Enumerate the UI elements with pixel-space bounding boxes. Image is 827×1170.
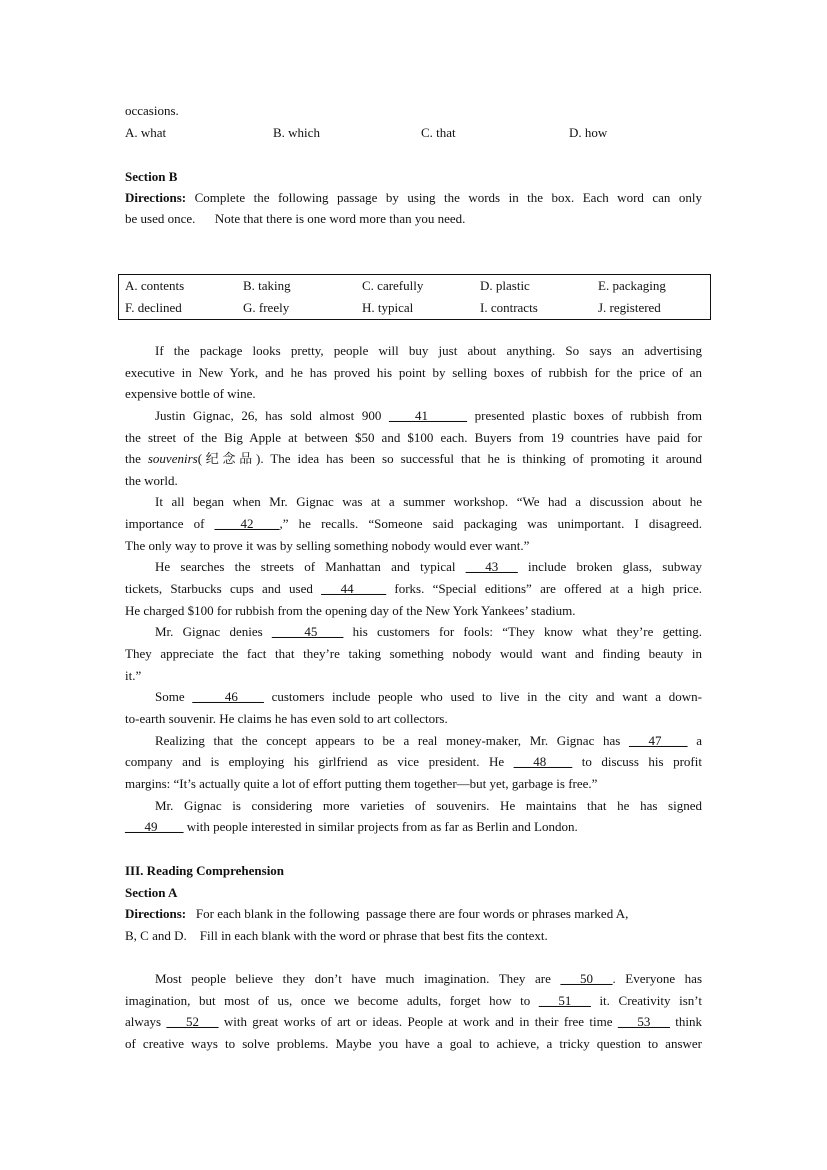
text-run: customers include people who used to live in the city and want a down- <box>263 689 702 704</box>
word-box-item: H. typical <box>362 300 414 315</box>
passage-line <box>155 970 702 988</box>
word-box-item: B. taking <box>243 278 291 293</box>
passage-line <box>155 732 702 750</box>
text-run: Some <box>155 689 193 704</box>
blank-46: _____46____ <box>192 689 264 704</box>
option-c: C. that <box>421 125 456 140</box>
text-run: ,” he recalls. “Someone said packaging was unimportant. I disagreed. <box>279 516 702 531</box>
passage-line <box>125 580 702 598</box>
reading-directions-line1 <box>125 905 702 923</box>
directions-text: For each blank in the following passage there are four words or phrases marked A, <box>186 906 629 921</box>
text-run: (纪念品). The idea has been so successful that he is thinking of promoting it around <box>197 451 702 466</box>
text-run: Justin Gignac, 26, has sold almost 900 <box>155 408 389 423</box>
blank-48: ___48____ <box>513 754 573 769</box>
text-run: Mr. Gignac denies <box>155 624 272 639</box>
text-run: with people interested in similar projects from as far as Berlin and London. <box>183 819 578 834</box>
passage-line: to-earth souvenir. He claims he has even sold to art collectors. <box>125 711 448 726</box>
word-box-item: E. packaging <box>598 278 666 293</box>
passage-line: They appreciate the fact that they’re taking something nobody would want and finding beauty in <box>125 646 702 661</box>
word-box-item: A. contents <box>125 278 185 293</box>
blank-52: ___52___ <box>166 1014 219 1029</box>
blank-42: ____42____ <box>214 516 280 531</box>
option-a: A. what <box>125 125 167 140</box>
passage-line: It all began when Mr. Gignac was at a summer workshop. “We had a discussion about he <box>155 494 702 509</box>
passage-line: expensive bottle of wine. <box>125 386 256 401</box>
text-run: imagination, but most of us, once we become adults, forget how to <box>125 993 539 1008</box>
passage-line: The only way to prove it was by selling something nobody would ever want.” <box>125 538 530 553</box>
directions-text: Complete the following passage by using the words in the box. Each word can only <box>186 190 702 205</box>
blank-47: ___47____ <box>629 733 688 748</box>
passage-line: of creative ways to solve problems. Maybe you have a goal to achieve, a tricky question to answer <box>125 1036 702 1051</box>
text-run: think <box>669 1014 702 1029</box>
text-run: . Everyone has <box>612 971 703 986</box>
blank-50: ___50___ <box>560 971 613 986</box>
blank-45: _____45____ <box>271 624 344 639</box>
text-run: always <box>125 1014 167 1029</box>
text-run: to discuss his profit <box>572 754 702 769</box>
text-run: Most people believe they don’t have much imagination. They are <box>155 971 561 986</box>
word-box-item: F. declined <box>125 300 182 315</box>
passage-line <box>125 753 702 771</box>
word-box-item: G. freely <box>243 300 290 315</box>
blank-44: ___44_____ <box>321 581 387 596</box>
passage-line <box>155 623 702 641</box>
text-run: a <box>687 733 703 748</box>
blank-41: ____41______ <box>389 408 467 423</box>
text-run: presented plastic boxes of rubbish from <box>467 408 702 423</box>
text-run: with great works of art or ideas. People at work and in their free time <box>218 1014 618 1029</box>
blank-49: ___49____ <box>125 819 184 834</box>
directions-label: Directions: <box>125 906 187 921</box>
souvenirs-italic: souvenirs <box>147 451 198 466</box>
passage-line <box>155 688 702 706</box>
passage-line <box>125 450 702 468</box>
word-box <box>118 274 711 320</box>
word-box-item: D. plastic <box>480 278 530 293</box>
word-box-item: C. carefully <box>362 278 424 293</box>
reading-directions-line2: B, C and D. Fill in each blank with the word or phrase that best fits the context. <box>125 928 548 943</box>
text-run: He searches the streets of Manhattan and typical <box>155 559 466 574</box>
passage-line: the street of the Big Apple at between $50 and $100 each. Buyers from 19 countries have paid for <box>125 430 702 445</box>
question-tail: occasions. <box>125 103 179 118</box>
passage-line <box>155 558 702 576</box>
passage-line: executive in New York, and he has proved his point by selling boxes of rubbish for the price of an <box>125 365 702 380</box>
section-b-directions-line1 <box>125 189 702 207</box>
text-run: include broken glass, subway <box>517 559 702 574</box>
section-a-heading: Section A <box>125 885 178 900</box>
word-box-item: J. registered <box>598 300 661 315</box>
option-d: D. how <box>569 125 608 140</box>
passage-line <box>125 515 702 533</box>
text-run: it. Creativity isn’t <box>590 993 702 1008</box>
passage-line: If the package looks pretty, people will buy just about anything. So says an advertising <box>155 343 702 358</box>
passage-line <box>125 992 702 1010</box>
section-b-heading: Section B <box>125 169 178 184</box>
text-run: Realizing that the concept appears to be a real money-maker, Mr. Gignac has <box>155 733 630 748</box>
text-run: forks. “Special editions” are offered at a high price. <box>386 581 702 596</box>
passage-line <box>125 818 702 836</box>
text-run: company and is employing his girlfriend as vice president. He <box>125 754 514 769</box>
passage-line: margins: “It’s actually quite a lot of effort putting them together—but yet, garbage is free.” <box>125 776 598 791</box>
directions-label: Directions: <box>125 190 187 205</box>
option-b: B. which <box>273 125 320 140</box>
blank-43: ___43___ <box>465 559 518 574</box>
passage-line <box>155 407 702 425</box>
passage-line: Mr. Gignac is considering more varieties of souvenirs. He maintains that he has signed <box>155 798 702 813</box>
passage-line: the world. <box>125 473 178 488</box>
section-b-directions-line2: be used once. Note that there is one word more than you need. <box>125 211 466 226</box>
reading-heading: III. Reading Comprehension <box>125 863 285 878</box>
passage-line: He charged $100 for rubbish from the opening day of the New York Yankees’ stadium. <box>125 603 576 618</box>
passage-line <box>125 1013 702 1031</box>
blank-53: ___53___ <box>617 1014 670 1029</box>
blank-51: ___51___ <box>538 993 591 1008</box>
word-box-item: I. contracts <box>480 300 538 315</box>
text-run: tickets, Starbucks cups and used <box>125 581 322 596</box>
passage-line: it.” <box>125 668 142 683</box>
text-run: his customers for fools: “They know what they’re getting. <box>343 624 702 639</box>
text-run: importance of <box>125 516 215 531</box>
text-run: the <box>125 451 148 466</box>
